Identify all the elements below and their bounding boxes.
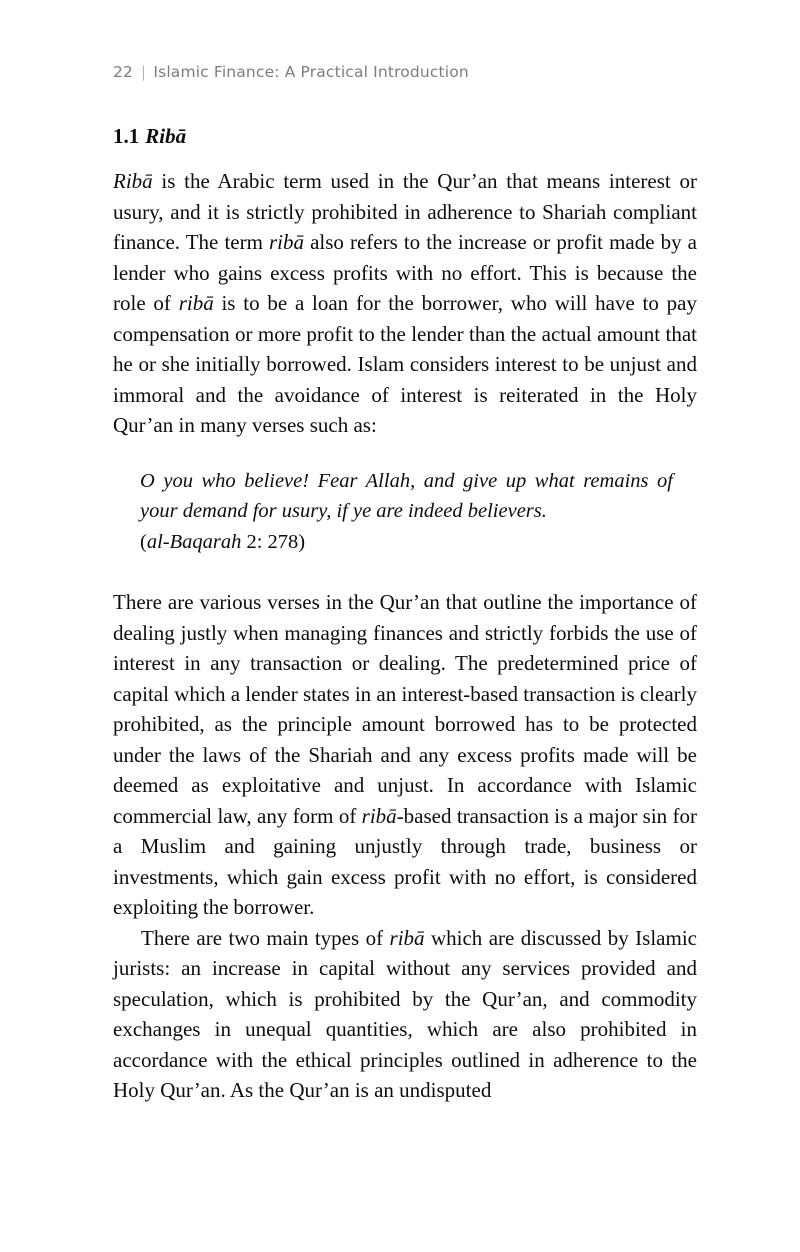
paragraph-2-segment-2: -based transaction is a major sin for a Muslim and gaining unjustly through trade, business or investments, which gain excess profit with no effort, is considered exploiting the borrower. [113, 803, 697, 919]
quran-verse-blockquote [140, 466, 673, 558]
quote-text: O you who believe! Fear Allah, and give up what remains of your demand for usury, if ye are indeed believers. [140, 469, 673, 522]
paragraph-prohibition [113, 587, 697, 923]
section-number: 1.1 [113, 124, 140, 149]
term-riba-5: ribā [389, 925, 425, 950]
spacer-after-quote [113, 557, 697, 587]
page-number: 22 [113, 63, 134, 81]
section-heading [113, 123, 186, 149]
running-head-separator: | [141, 63, 147, 81]
paragraph-riba-definition [113, 166, 697, 441]
running-head [113, 63, 469, 81]
section-title-term: Ribā [145, 124, 187, 149]
running-head-title: Islamic Finance: A Practical Introduction [153, 63, 469, 81]
term-riba-4: ribā [361, 803, 397, 828]
term-riba-2: ribā [269, 230, 305, 254]
paragraph-1-segment-1: is the Arabic term used in the Qur’an that means interest or usury, and it is strictly prohibited in adherence to Shariah compliant finance. The term [113, 169, 697, 254]
spacer-before-quote [113, 441, 697, 466]
paragraph-types-of-riba [113, 923, 697, 1106]
term-riba-lead: Ribā [113, 169, 153, 193]
paragraph-3-segment-2: which are discussed by Islamic jurists: an increase in capital without any services provided and speculation, which is prohibited by the Qur’an, and commodity exchanges in unequal quantities, which are also prohibited in accordance with the ethical principles outlined in adherence to the Holy Qur’an. As the Qur’an is an undisputed [113, 925, 697, 1102]
quote-source-name: al-Baqarah [146, 530, 242, 553]
quote-open-paren: ( [140, 530, 147, 553]
paragraph-1-segment-2: also refers to the increase or profit made by a lender who gains excess profits with no effort. This is because the role of [113, 230, 698, 315]
text-column [113, 166, 697, 1106]
paragraph-1-segment-3: is to be a loan for the borrower, who will have to pay compensation or more profit to the lender than the actual amount that he or she initially borrowed. Islam considers interest to be unjust and immoral and the avoidance of interest is reiterated in the Holy Qur’an in many verses such as: [113, 291, 697, 437]
quote-reference [140, 527, 673, 558]
quote-citation: 2: 278) [241, 530, 306, 553]
paragraph-2-segment-1: There are various verses in the Qur’an that outline the importance of dealing justly when managing finances and strictly forbids the use of interest in any transaction or dealing. The predetermined price of capital which a lender states in an interest-based transaction is clearly prohibited, as the principle amount borrowed has to be protected under the laws of the Shariah and any excess profits made will be deemed as exploitative and unjust. In accordance with Islamic commercial law, any form of [113, 590, 697, 828]
paragraph-3-segment-1: There are two main types of [141, 925, 390, 950]
term-riba-3: ribā [178, 291, 214, 315]
